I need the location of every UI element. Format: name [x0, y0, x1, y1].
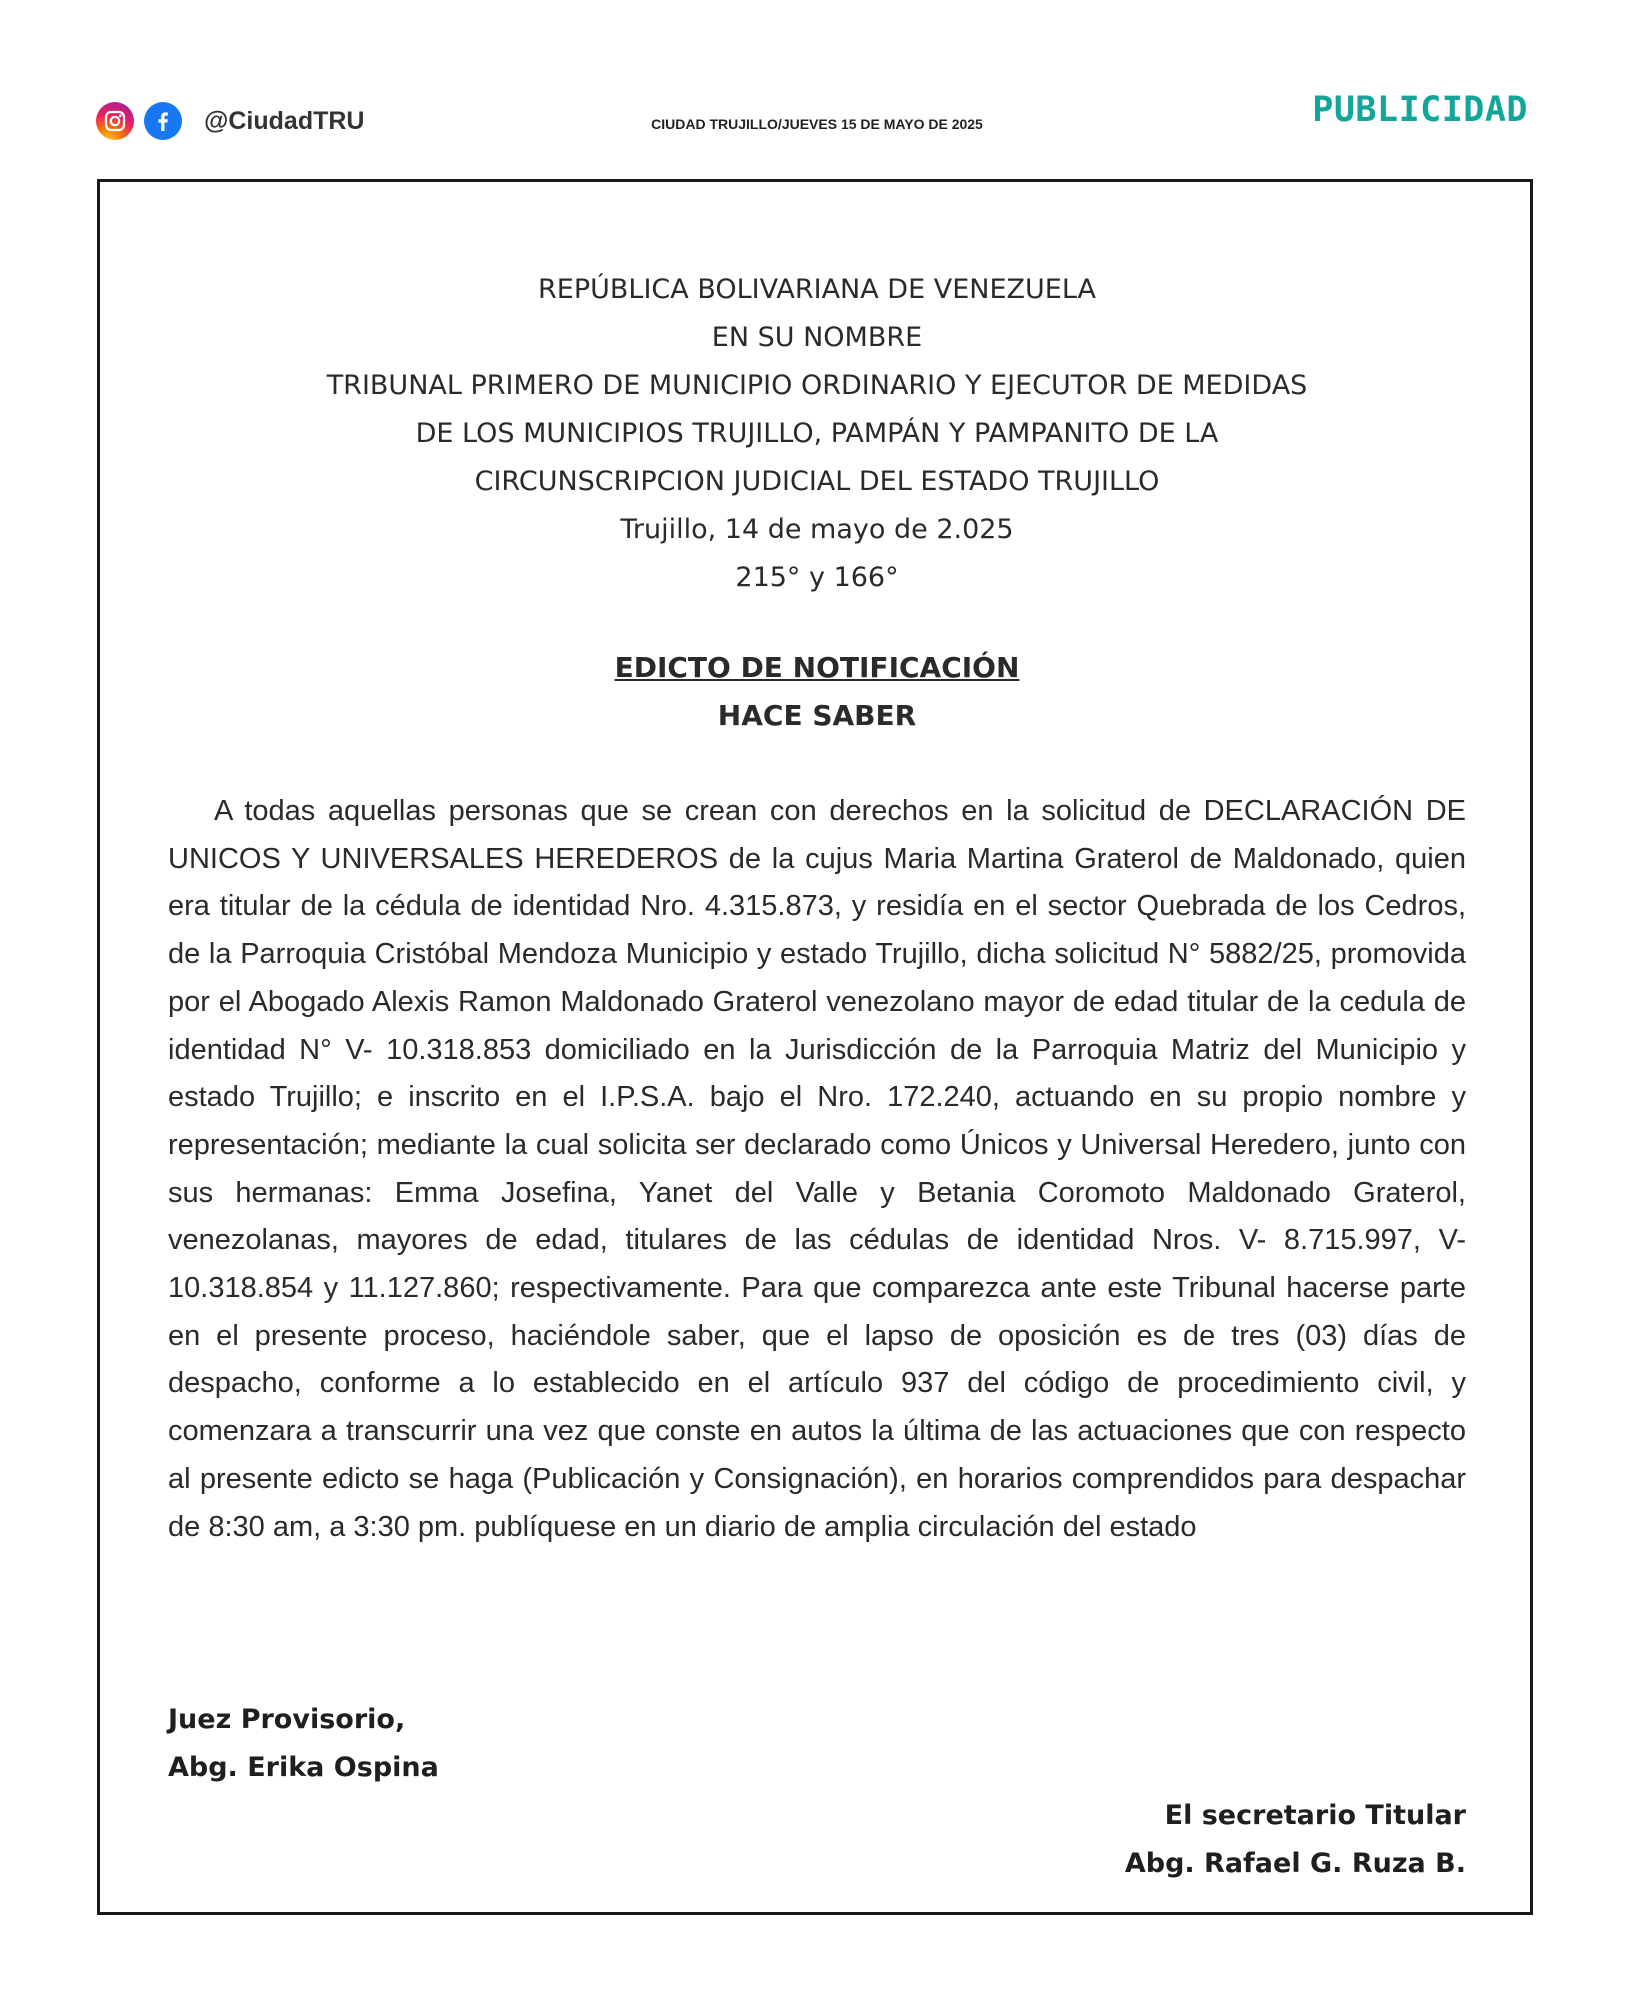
heading-date: Trujillo, 14 de mayo de 2.025	[620, 514, 1014, 545]
court-heading	[0, 266, 1634, 602]
heading-years: 215° y 166°	[735, 562, 899, 593]
secretary-name: Abg. Rafael G. Ruza B.	[1124, 1848, 1466, 1879]
notice-body	[168, 788, 1466, 1551]
page-header	[0, 0, 1634, 170]
heading-line: REPÚBLICA BOLIVARIANA DE VENEZUELA	[538, 274, 1096, 305]
heading-line: CIRCUNSCRIPCION JUDICIAL DEL ESTADO TRUJILLO	[474, 466, 1160, 497]
notice-title: EDICTO DE NOTIFICACIÓN	[614, 651, 1020, 684]
section-label: PUBLICIDAD	[1312, 90, 1528, 130]
heading-line: DE LOS MUNICIPIOS TRUJILLO, PAMPÁN Y PAMPANITO DE LA	[415, 418, 1219, 449]
judge-name: Abg. Erika Ospina	[168, 1752, 439, 1783]
notice-subtitle: HACE SABER	[717, 699, 917, 732]
judge-signature	[168, 1696, 439, 1792]
notice-title-block	[0, 644, 1634, 740]
heading-line: EN SU NOMBRE	[711, 322, 923, 353]
secretary-role: El secretario Titular	[1164, 1800, 1466, 1831]
social-handle: @CiudadTRU	[204, 106, 365, 135]
dateline: CIUDAD TRUJILLO/JUEVES 15 DE MAYO DE 2025	[651, 116, 983, 132]
heading-line: TRIBUNAL PRIMERO DE MUNICIPIO ORDINARIO Y EJECUTOR DE MEDIDAS	[326, 370, 1308, 401]
notice-paragraph: A todas aquellas personas que se crean con derechos en la solicitud de DECLARACIÓN DE UNICOS Y UNIVERSALES HEREDEROS de la cujus Maria Martina Graterol de Maldonado, quien era titular de la cédula de identidad Nro. 4.315.873, y residía en el sector Quebrada de los Cedros, de la Parroquia Cristóbal Mendoza Municipio y estado Trujillo, dicha solicitud N° 5882/25, promovida por el Abogado Alexis Ramon Maldonado Graterol venezolano mayor de edad titular de la cedula de identidad N° V- 10.318.853 domiciliado en la Jurisdicción de la Parroquia Matriz del Municipio y estado Trujillo; e inscrito en el I.P.S.A. bajo el Nro. 172.240, actuando en su propio nombre y representación; mediante la cual solicita ser declarado como Únicos y Universal Heredero, junto con sus hermanas: Emma Josefina, Yanet del Valle y Betania Coromoto Maldonado Graterol, venezolanas, mayores de edad, titulares de las cédulas de identidad Nros. V- 8.715.997, V- 10.318.854 y 11.127.860; respectivamente. Para que comparezca ante este Tribunal hacerse parte en el presente proceso, haciéndole saber, que el lapso de oposición es de tres (03) días de despacho, conforme a lo establecido en el artículo 937 del código de procedimiento civil, y comenzara a transcurrir una vez que conste en autos la última de las actuaciones que con respecto al presente edicto se haga (Publicación y Consignación), en horarios comprendidos para despachar de 8:30 am, a 3:30 pm. publíquese en un diario de amplia circulación del estado	[168, 795, 1466, 1543]
judge-role: Juez Provisorio,	[168, 1704, 406, 1735]
secretary-signature	[1125, 1792, 1466, 1888]
